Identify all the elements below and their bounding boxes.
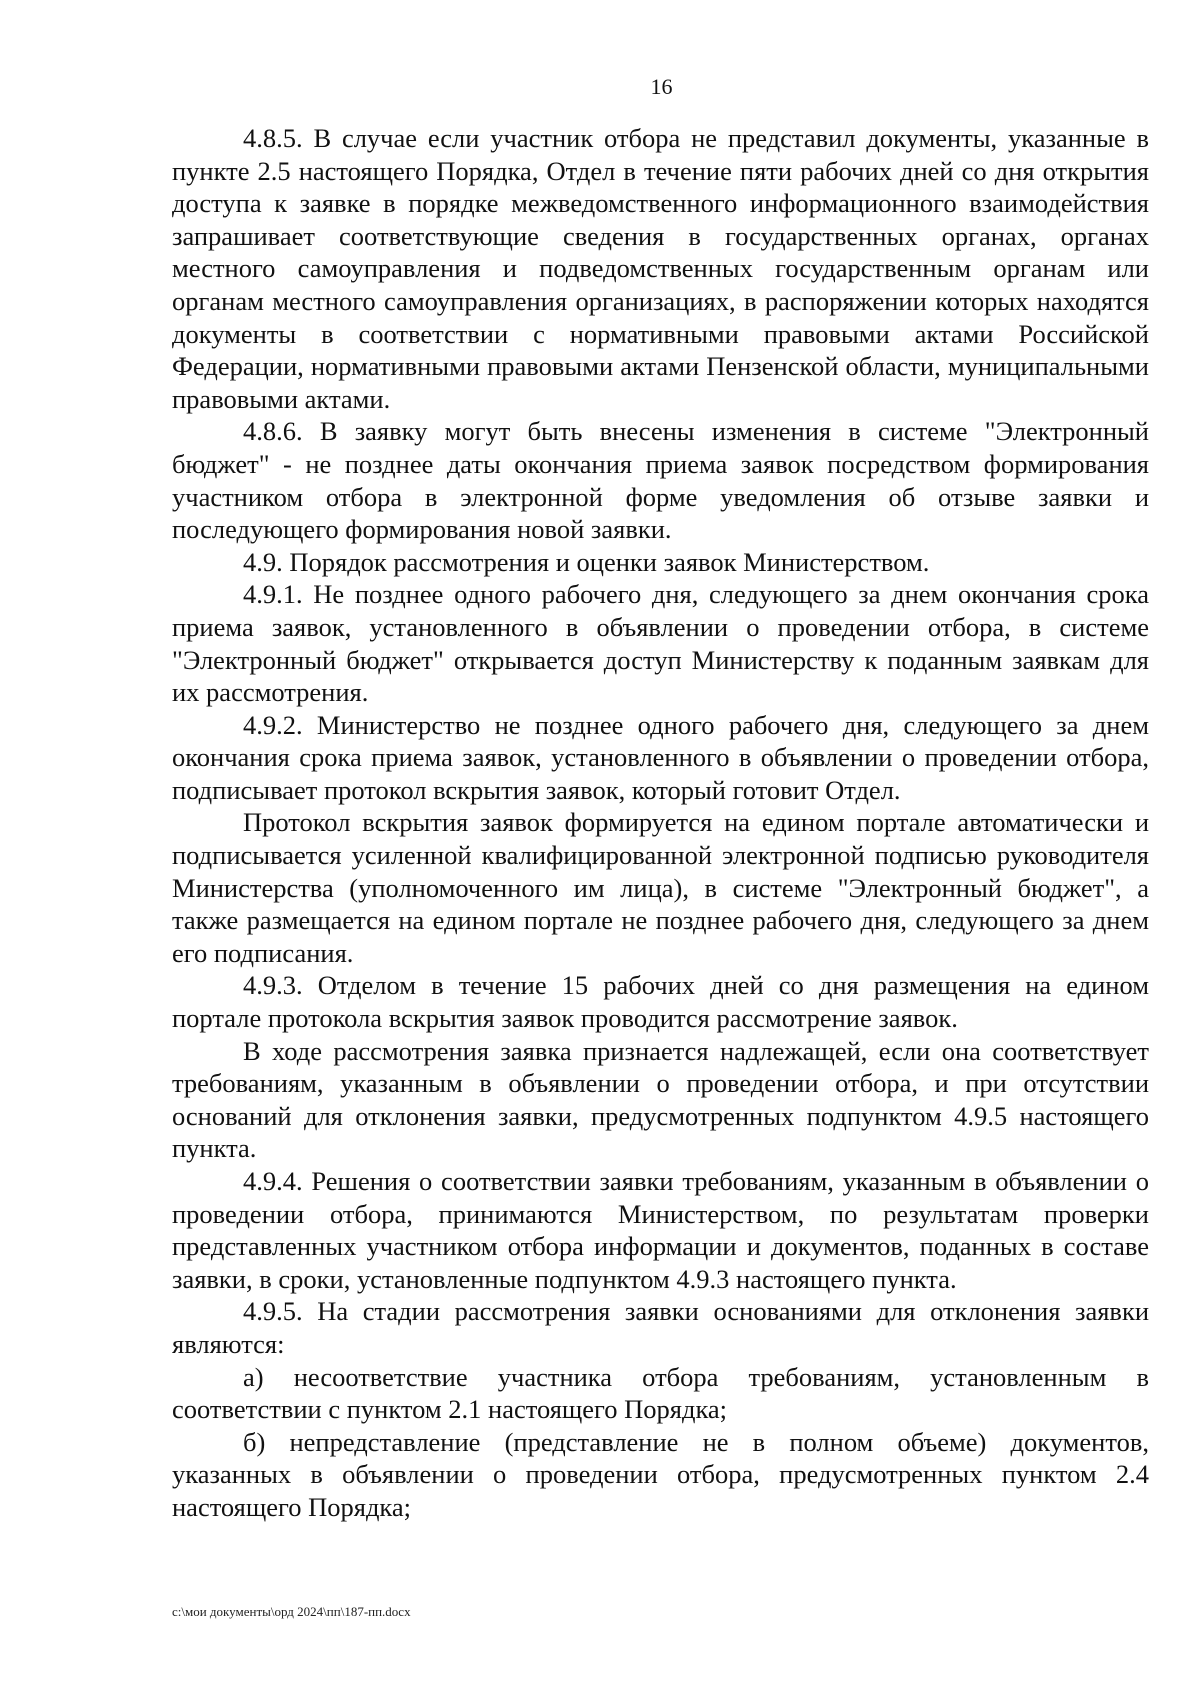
paragraph-4-9-1: 4.9.1. Не позднее одного рабочего дня, следующего за днем окончания срока приема заявок, установленного в объявлении о проведении отбора, в системе "Электронный бюджет" открывается доступ Министерству к поданным заявкам для их рассмотрения. xyxy=(172,579,1149,708)
document-body xyxy=(172,122,1149,1524)
paragraph-4-9-2: 4.9.2. Министерство не позднее одного рабочего дня, следующего за днем окончания срока приема заявок, установленного в объявлении о проведении отбора, подписывает протокол вскрытия заявок, который готовит Отдел. xyxy=(172,709,1149,805)
paragraph-4-9-4: 4.9.4. Решения о соответствии заявки требованиям, указанным в объявлении о проведении отбора, принимаются Министерством, по результатам проверки представленных участником отбора информации и документов, поданных в составе заявки, в сроки, установленные подпунктом 4.9.3 настоящего пункта. xyxy=(172,1166,1149,1294)
paragraph-4-8-6: 4.8.6. В заявку могут быть внесены изменения в системе "Электронный бюджет" - не позднее даты окончания приема заявок посредством формирования участником отбора в электронной форме уведомления об отзыве заявки и последующего формирования новой заявки. xyxy=(172,416,1149,545)
paragraph-protocol: Протокол вскрытия заявок формируется на едином портале автоматически и подписывается усиленной квалифицированной электронной подписью руководителя Министерства (уполномоченного им лица), в системе "Электронный бюджет", а также размещается на едином портале не позднее рабочего дня, следующего за днем его подписания. xyxy=(172,807,1149,968)
list-item-a: а) несоответствие участника отбора требованиям, установленным в соответствии с пунктом 2.1 настоящего Порядка; xyxy=(172,1361,1149,1425)
paragraph-review: В ходе рассмотрения заявка признается надлежащей, если она соответствует требованиям, указанным в объявлении о проведении отбора, и при отсутствии оснований для отклонения заявки, предусмотренных подпунктом 4.9.5 настоящего пункта. xyxy=(172,1035,1149,1164)
paragraph-4-9-3: 4.9.3. Отделом в течение 15 рабочих дней со дня размещения на едином портале протокола вскрытия заявок проводится рассмотрение заявок. xyxy=(172,970,1149,1034)
footer-file-path: c:\мои документы\орд 2024\пп\187-пп.docx xyxy=(172,1604,411,1619)
page-number: 16 xyxy=(650,74,673,99)
list-item-b: б) непредставление (представление не в полном объеме) документов, указанных в объявлении о проведении отбора, предусмотренных пунктом 2.4 настоящего Порядка; xyxy=(172,1426,1149,1522)
paragraph-4-8-5: 4.8.5. В случае если участник отбора не представил документы, указанные в пункте 2.5 настоящего Порядка, Отдел в течение пяти рабочих дней со дня открытия доступа к заявке в порядке межведомственного информационного взаимодействия запрашивает соответствующие сведения в государственных органах, органах местного самоуправления и подведомственных государственным органам или органам местного самоуправления организациях, в распоряжении которых находятся документы в соответствии с нормативными правовыми актами Российской Федерации, нормативными правовыми актами Пензенской области, муниципальными правовыми актами. xyxy=(172,123,1149,414)
paragraph-4-9: 4.9. Порядок рассмотрения и оценки заявок Министерством. xyxy=(243,546,930,577)
paragraph-4-9-5: 4.9.5. На стадии рассмотрения заявки основаниями для отклонения заявки являются: xyxy=(172,1296,1149,1359)
